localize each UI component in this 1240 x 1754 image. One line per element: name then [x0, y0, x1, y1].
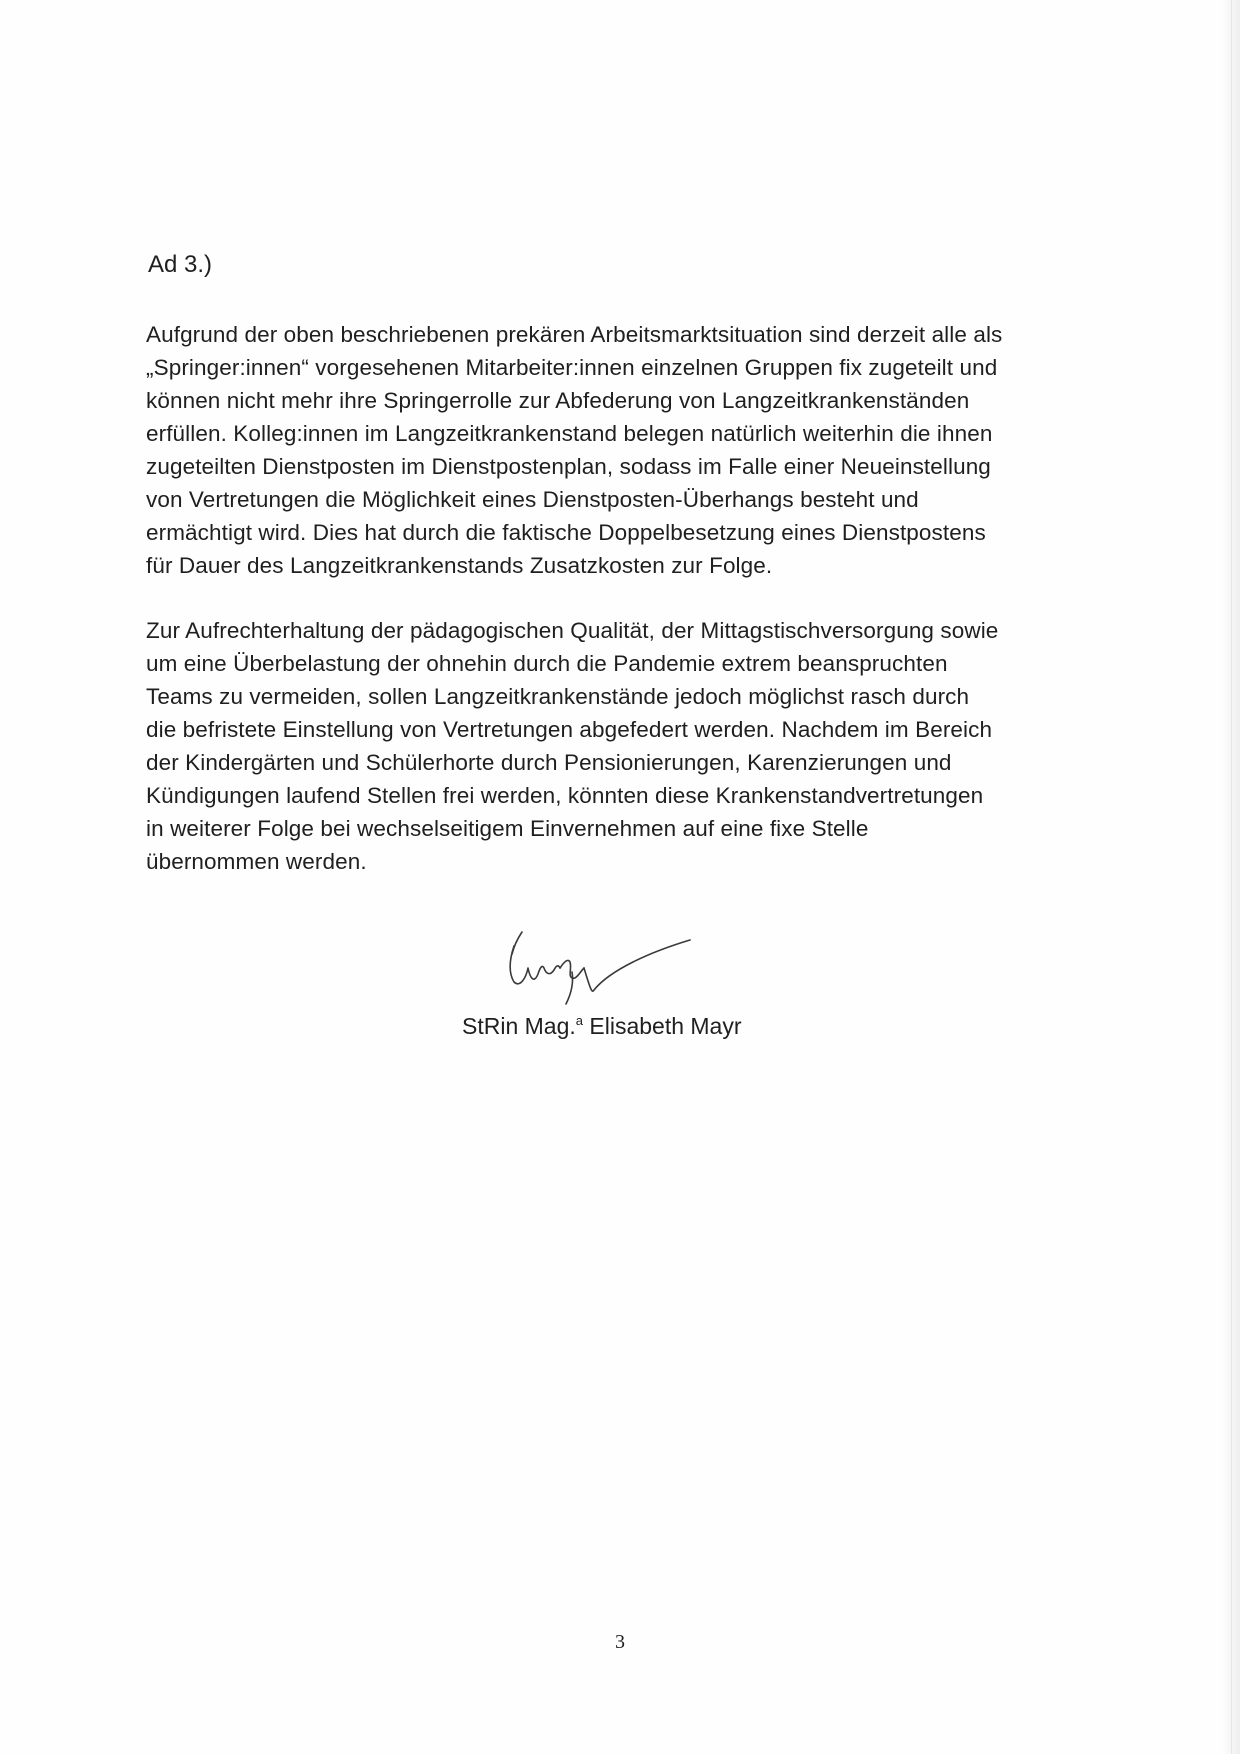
paragraph-line: Kündigungen laufend Stellen frei werden, könnten diese Krankenstandvertretungen — [146, 783, 984, 808]
paragraph-line: Aufgrund der oben beschriebenen prekären Arbeitsmarktsituation sind derzeit alle als — [146, 322, 1003, 347]
section-heading: Ad 3.) — [148, 251, 213, 278]
paragraph-line: für Dauer des Langzeitkrankenstands Zusatzkosten zur Folge. — [146, 553, 773, 578]
paragraph-line: zugeteilten Dienstposten im Dienstpostenplan, sodass im Falle einer Neueinstellung — [146, 454, 991, 479]
handwritten-signature — [500, 928, 700, 1008]
paragraph-1 — [146, 318, 1106, 582]
paragraph-line: von Vertretungen die Möglichkeit eines Dienstposten-Überhangs besteht und — [146, 487, 919, 512]
paragraph-line: ermächtigt wird. Dies hat durch die faktische Doppelbesetzung eines Dienstpostens — [146, 520, 986, 545]
paragraph-line: Zur Aufrechterhaltung der pädagogischen Qualität, der Mittagstischversorgung sowie — [146, 618, 999, 643]
signatory-name-superscript: a — [575, 1013, 583, 1028]
paragraph-line: in weiterer Folge bei wechselseitigem Einvernehmen auf eine fixe Stelle — [146, 816, 869, 841]
signatory-name — [462, 1006, 742, 1041]
signatory-name-suffix: Elisabeth Mayr — [583, 1013, 742, 1039]
scan-edge-line — [1231, 0, 1232, 1754]
paragraph-line: Teams zu vermeiden, sollen Langzeitkrankenstände jedoch möglichst rasch durch — [146, 684, 970, 709]
signatory-name-prefix: StRin Mag. — [462, 1013, 576, 1039]
paragraph-2 — [146, 614, 1106, 878]
paragraph-line: „Springer:innen“ vorgesehenen Mitarbeiter:innen einzelnen Gruppen fix zugeteilt und — [146, 355, 998, 380]
page-number: 3 — [615, 1631, 625, 1653]
paragraph-line: übernommen werden. — [146, 849, 367, 874]
paragraph-line: die befristete Einstellung von Vertretungen abgefedert werden. Nachdem im Bereich — [146, 717, 993, 742]
paragraph-line: der Kindergärten und Schülerhorte durch Pensionierungen, Karenzierungen und — [146, 750, 952, 775]
paragraph-line: erfüllen. Kolleg:innen im Langzeitkrankenstand belegen natürlich weiterhin die ihnen — [146, 421, 993, 446]
paragraph-line: können nicht mehr ihre Springerrolle zur Abfederung von Langzeitkrankenständen — [146, 388, 970, 413]
paragraph-line: um eine Überbelastung der ohnehin durch die Pandemie extrem beanspruchten — [146, 651, 948, 676]
